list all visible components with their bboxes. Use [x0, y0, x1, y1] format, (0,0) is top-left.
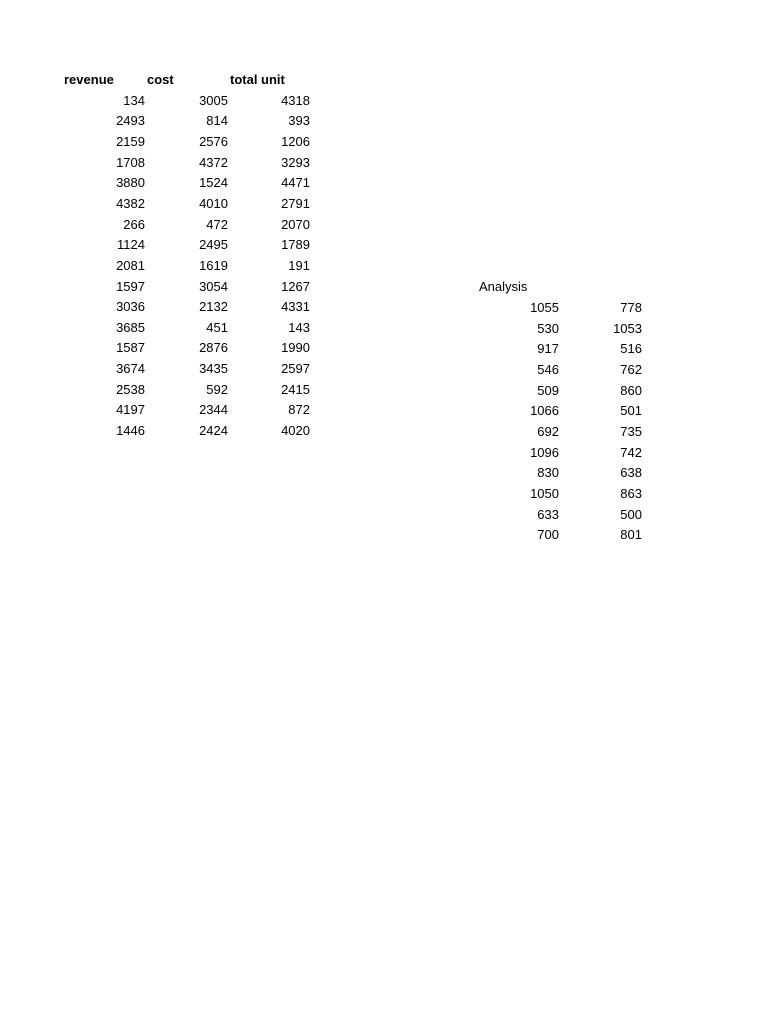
header-revenue: revenue — [64, 72, 114, 87]
cost-cell: 2576 — [199, 133, 228, 149]
total-unit-cell: 2415 — [281, 381, 310, 397]
analysis-col-b-cell: 801 — [620, 527, 642, 543]
analysis-col-a-cell: 1066 — [530, 403, 559, 419]
cost-cell: 3435 — [199, 361, 228, 377]
total-unit-cell: 2070 — [281, 216, 310, 232]
analysis-col-a-cell: 633 — [537, 506, 559, 522]
total-unit-cell: 1206 — [281, 133, 310, 149]
cost-cell: 2132 — [199, 299, 228, 315]
total-unit-cell: 2791 — [281, 195, 310, 211]
revenue-cell: 1446 — [116, 423, 145, 439]
analysis-col-b-cell: 863 — [620, 485, 642, 501]
total-unit-cell: 191 — [288, 257, 310, 273]
analysis-col-a-cell: 1096 — [530, 444, 559, 460]
analysis-title: Analysis — [479, 279, 528, 294]
total-unit-cell: 143 — [288, 319, 310, 335]
analysis-col-a-cell: 917 — [537, 341, 559, 357]
revenue-cell: 4382 — [116, 195, 145, 211]
analysis-col-b-cell: 638 — [620, 465, 642, 481]
analysis-col-a-cell: 1055 — [530, 300, 559, 315]
revenue-cell: 1124 — [117, 237, 145, 253]
revenue-cell: 3674 — [116, 361, 145, 377]
revenue-cell: 3685 — [116, 319, 145, 335]
revenue-cell: 2159 — [116, 133, 145, 149]
analysis-col-a-cell: 509 — [537, 382, 559, 398]
revenue-cell: 134 — [123, 92, 145, 108]
analysis-col-b-cell: 778 — [620, 300, 642, 315]
header-total-unit: total unit — [230, 72, 285, 87]
total-unit-cell: 4318 — [281, 92, 310, 108]
total-unit-cell: 393 — [288, 113, 310, 129]
analysis-col-a-cell: 1050 — [530, 485, 559, 501]
total-unit-cell: 4020 — [281, 423, 310, 439]
cost-cell: 2495 — [199, 237, 228, 253]
cost-cell: 451 — [206, 319, 228, 335]
cost-cell: 592 — [206, 381, 228, 397]
analysis-col-a-cell: 530 — [537, 320, 559, 336]
analysis-col-a-cell: 700 — [537, 527, 559, 543]
cost-cell: 2344 — [199, 402, 228, 418]
total-unit-cell: 2597 — [281, 361, 310, 377]
revenue-cell: 4197 — [116, 402, 145, 418]
cost-cell: 3054 — [199, 278, 228, 294]
cost-cell: 4372 — [199, 154, 228, 170]
revenue-cell: 2081 — [116, 257, 145, 273]
revenue-cell: 2538 — [116, 381, 145, 397]
revenue-cell: 1587 — [116, 340, 145, 356]
cost-cell: 814 — [206, 113, 228, 129]
analysis-col-b-cell: 860 — [620, 382, 642, 398]
cost-cell: 1619 — [199, 257, 228, 273]
analysis-col-b-cell: 1053 — [613, 320, 642, 336]
total-unit-cell: 1789 — [281, 237, 310, 253]
revenue-cell: 2493 — [116, 113, 145, 129]
revenue-cell: 266 — [123, 216, 145, 232]
total-unit-cell: 872 — [288, 402, 310, 418]
analysis-col-a-cell: 546 — [537, 361, 559, 377]
analysis-col-b-cell: 516 — [620, 341, 642, 357]
cost-cell: 2876 — [199, 340, 228, 356]
revenue-cell: 1597 — [116, 278, 145, 294]
analysis-col-a-cell: 830 — [537, 465, 559, 481]
analysis-col-b-cell: 735 — [620, 423, 642, 439]
analysis-col-b-cell: 501 — [620, 403, 642, 419]
revenue-cell: 1708 — [116, 154, 145, 170]
total-unit-cell: 1267 — [281, 278, 310, 294]
total-unit-cell: 1990 — [281, 340, 310, 356]
cost-cell: 472 — [206, 216, 228, 232]
cost-cell: 2424 — [199, 423, 228, 439]
analysis-col-b-cell: 762 — [620, 361, 642, 377]
header-cost: cost — [147, 72, 174, 87]
total-unit-cell: 4471 — [281, 175, 310, 191]
total-unit-cell: 4331 — [281, 299, 310, 315]
cost-cell: 3005 — [199, 92, 228, 108]
cost-cell: 4010 — [199, 195, 228, 211]
analysis-col-b-cell: 500 — [620, 506, 642, 522]
revenue-cell: 3880 — [116, 175, 145, 191]
cost-cell: 1524 — [199, 175, 228, 191]
analysis-col-a-cell: 692 — [537, 423, 559, 439]
total-unit-cell: 3293 — [281, 154, 310, 170]
analysis-col-b-cell: 742 — [620, 444, 642, 460]
revenue-cell: 3036 — [116, 299, 145, 315]
